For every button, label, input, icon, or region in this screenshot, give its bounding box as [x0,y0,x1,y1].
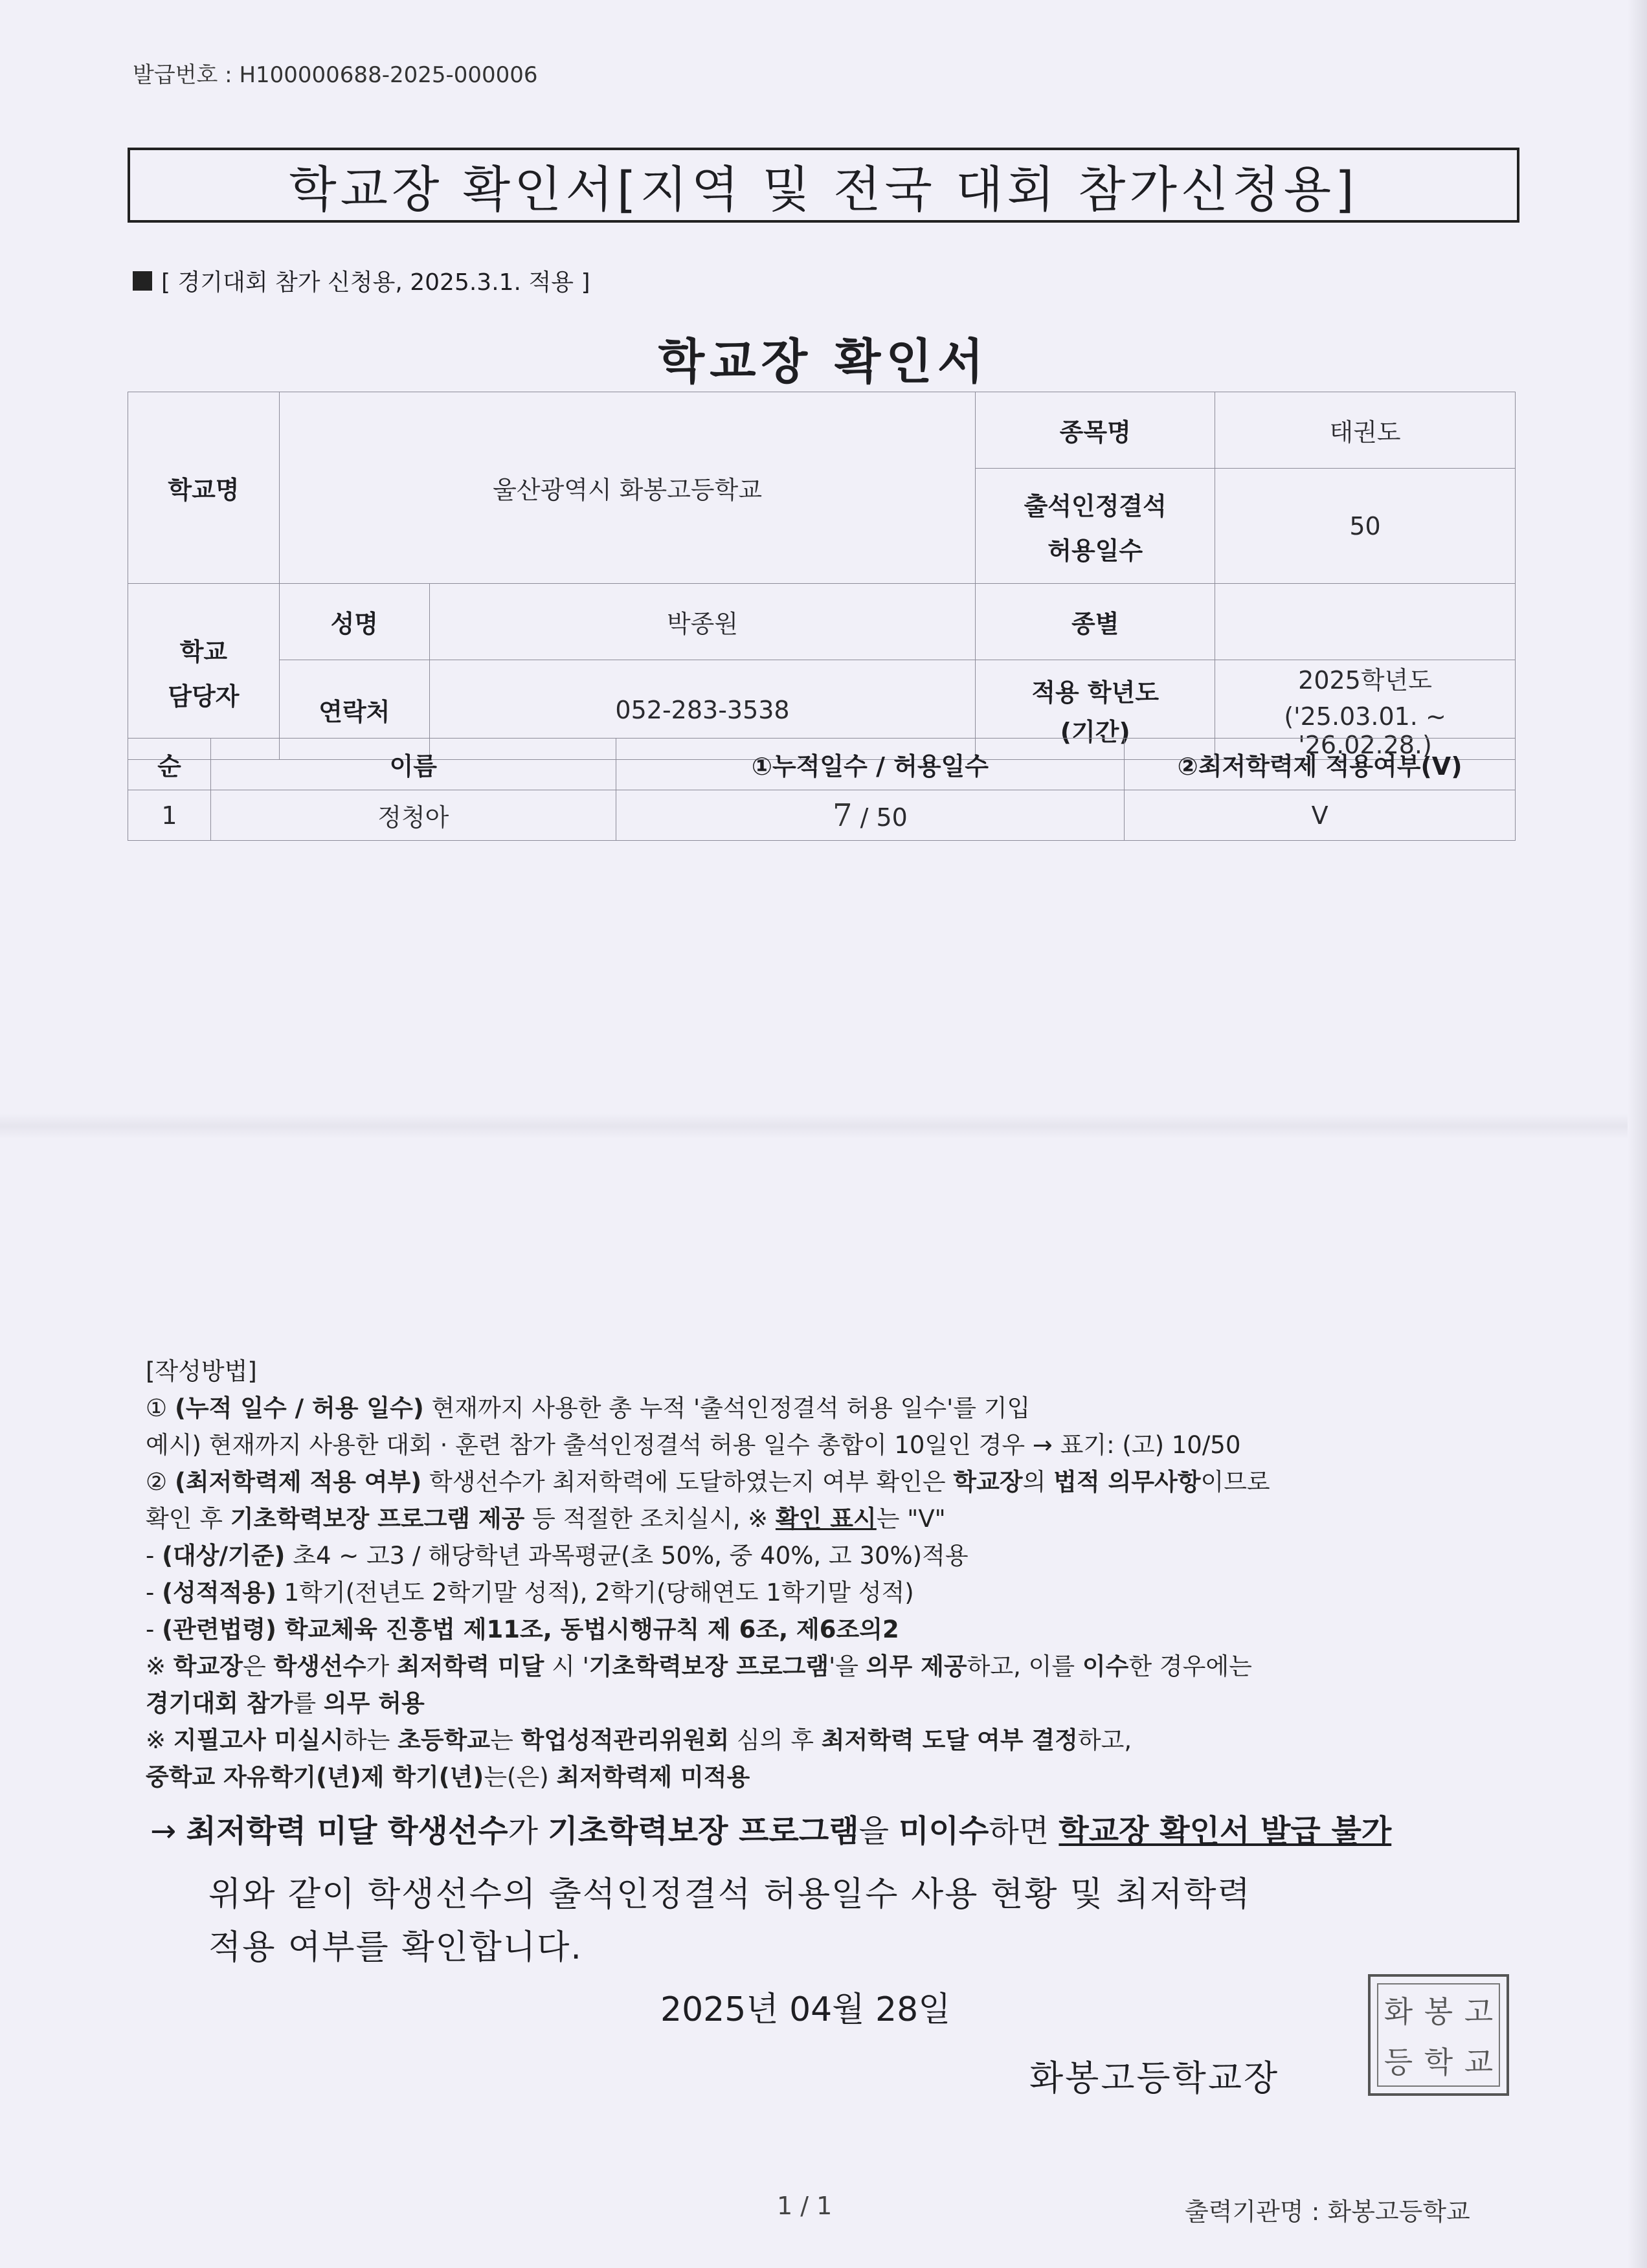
note-bold: 학생선수 [273,1652,366,1680]
allowed-days-label [976,469,1215,584]
warning-text: 을 [858,1813,899,1849]
note-line [146,1537,1270,1574]
allowed-days-value: 50 [1215,469,1516,584]
sport-value: 태권도 [1215,392,1516,469]
note-bold: 의무 제공 [866,1652,967,1680]
student-days [616,790,1125,841]
handwritten-used-days: 7 [833,797,853,834]
note-line [146,1611,1270,1648]
seal-char: 등 [1384,2045,1413,2080]
note-text: 심의 후 [729,1726,822,1754]
school-name-label: 학교명 [128,392,280,584]
note-line [146,1390,1270,1427]
confirmation-statement [208,1868,1251,1974]
note-bold: 기초학력보장 프로그램 제공 [230,1505,525,1533]
note-bold: 중학교 자유학기(년)제 학기(년) [146,1763,484,1791]
note-text: 가 [366,1652,397,1680]
warning-bold-underline: 학교장 확인서 발급 불가 [1059,1813,1392,1849]
note-text: 의 [1022,1468,1054,1496]
year-value-line1: 2025학년도 [1298,666,1432,695]
issue-number: 발급번호 : H100000688-2025-000006 [133,62,538,88]
note-text: ① [146,1394,175,1422]
col-header-days: ①누적일수 / 허용일수 [616,739,1125,790]
name-label: 성명 [279,584,429,660]
note-text: 현재까지 사용한 총 누적 '출석인정결석 허용 일수'를 기입 [423,1394,1031,1422]
principal-signature: 화봉고등학교장 [1029,2058,1280,2098]
seal-char: 봉 [1424,1994,1453,2029]
year-value-line2: ('25.03.01. ~ '26.02.28.) [1284,702,1446,759]
note-text: 확인 후 [146,1505,230,1533]
note-bold: 최저학력 미달 [397,1652,544,1680]
year-label-line1: 적용 학년도 [1031,678,1160,707]
page-number: 1 / 1 [777,2192,833,2220]
note-text: 시 ' [544,1652,589,1680]
note-text: 등 적절한 조치실시, ※ [524,1505,776,1533]
seal-inner [1377,1983,1500,2087]
note-line [146,1759,1270,1796]
note-text: - [146,1542,162,1570]
table-row [128,790,1516,841]
note-bold: 최저학력제 미적용 [556,1763,750,1791]
contact-label: 연락처 [279,660,429,760]
warning-bold: 미이수 [899,1813,989,1849]
note-text: '을 [829,1652,866,1680]
warning-text: 하면 [989,1813,1059,1849]
col-header-name: 이름 [210,739,616,790]
note-bold: 이수 [1082,1652,1129,1680]
note-text: 는 [490,1726,521,1754]
note-bold: 학교장 [953,1468,1023,1496]
note-text: 하는 [343,1726,398,1754]
note-bold: 최저학력 도달 여부 결정 [821,1726,1078,1754]
warning-bold: 최저학력 미달 학생선수 [186,1813,508,1849]
seal-char: 화 [1384,1994,1413,2029]
issuance-warning [150,1806,1391,1851]
document-subtitle: 학교장 확인서 [658,334,989,390]
note-text: 하고, 이를 [967,1652,1082,1680]
note-bold: (성적적용) [162,1579,276,1606]
official-seal-icon [1368,1974,1509,2096]
manager-label-line1: 학교 [179,637,228,666]
student-no: 1 [128,790,211,841]
note-text: 하고, [1077,1726,1132,1754]
manager-label [128,584,280,760]
note-text: - [146,1616,162,1643]
col-header-min-academic: ②최저학력제 적용여부(V) [1125,739,1516,790]
seal-char: 학 [1424,2045,1453,2080]
square-bullet-icon [133,271,152,291]
note-bold: 지필고사 미실시 [173,1726,344,1754]
note-bold: 학업성적관리위원회 [521,1726,730,1754]
note-bold: (대상/기준) [162,1542,286,1570]
note-bold: 의무 허용 [323,1689,425,1717]
manager-label-line2: 담당자 [168,682,240,711]
confirmation-line1: 위와 같이 학생선수의 출석인정결석 허용일수 사용 현황 및 최저학력 [208,1875,1251,1914]
note-text: ※ [146,1726,174,1754]
note-text: 1학기(전년도 2학기말 성적), 2학기(당해연도 1학기말 성적) [276,1579,914,1606]
note-text: ※ [146,1652,174,1680]
warning-bold: 기초학력보장 프로그램 [548,1813,859,1849]
note-bold: (최저학력제 적용 여부) [174,1468,422,1496]
note-bold: (누적 일수 / 허용 일수) [174,1394,424,1422]
arrow-icon: → [150,1813,186,1849]
note-line [146,1648,1270,1685]
note-line [146,1574,1270,1611]
name-value: 박종원 [429,584,976,660]
note-text: 초4 ~ 고3 / 해당학년 과목평균(초 50%, 중 40%, 고 30%)적용 [285,1542,969,1570]
notes-heading: [작성방법] [146,1357,257,1385]
note-bold: 기초학력보장 프로그램 [588,1652,829,1680]
seal-char: 교 [1464,2045,1494,2080]
note-text: 학생선수가 최저학력에 도달하였는지 여부 확인은 [421,1468,954,1496]
school-name-value: 울산광역시 화봉고등학교 [279,392,975,584]
student-name: 정청아 [210,790,616,841]
note-bold: 경기대회 참가 [146,1689,293,1717]
note-bold: (관련법령) 학교체육 진흥법 제11조, 동법시행규칙 제 6조, 제6조의2 [162,1616,899,1643]
note-bold: 초등학교 [398,1726,491,1754]
student-applied: V [1125,790,1516,841]
note-text: 는(은) [484,1763,557,1791]
allowed-days-text: / 50 [852,803,908,832]
confirmation-line2: 적용 여부를 확인합니다. [208,1928,583,1967]
note-line: 예시) 현재까지 사용한 대회 · 훈련 참가 출석인정결석 허용 일수 총합이 10일인 경우 → 표기: (고) 10/50 [146,1431,1241,1459]
school-info-table [128,392,1516,760]
note-line [146,1722,1270,1759]
sport-label: 종목명 [976,392,1215,469]
note-text: ② [146,1468,175,1496]
allowed-days-label-line2: 허용일수 [1048,536,1143,565]
note-text: 은 [243,1652,274,1680]
note-text: 한 경우에는 [1128,1652,1252,1680]
note-bold: 학교장 [173,1652,243,1680]
seal-char: 고 [1464,1994,1494,2029]
note-line [146,1500,1270,1537]
year-label-line2: (기간) [1060,717,1130,746]
paper-fold [0,1113,1647,1139]
note-text: 이므로 [1200,1468,1270,1496]
note-line [146,1463,1270,1500]
col-header-no: 순 [128,739,211,790]
note-text: 는 "V" [876,1505,946,1533]
note-text: 를 [293,1689,324,1717]
note-bold-underline: 확인 표시 [775,1505,877,1533]
apply-note [133,264,590,297]
type-label: 종별 [976,584,1215,660]
note-line [146,1685,1270,1722]
issuing-agency: 출력기관명 : 화봉고등학교 [1185,2197,1470,2226]
note-bold: 법적 의무사항 [1053,1468,1201,1496]
note-text: - [146,1579,162,1606]
type-value [1215,584,1516,660]
document-title: 학교장 확인서[지역 및 전국 대회 참가신청용] [128,148,1519,223]
contact-value: 052-283-3538 [429,660,976,760]
writing-instructions [146,1353,1270,1796]
allowed-days-label-line1: 출석인정결석 [1024,491,1167,520]
student-table [128,738,1516,841]
warning-text: 가 [508,1813,548,1849]
issue-date: 2025년 04월 28일 [660,1990,951,2029]
apply-note-text: [ 경기대회 참가 신청용, 2025.3.1. 적용 ] [161,269,590,296]
